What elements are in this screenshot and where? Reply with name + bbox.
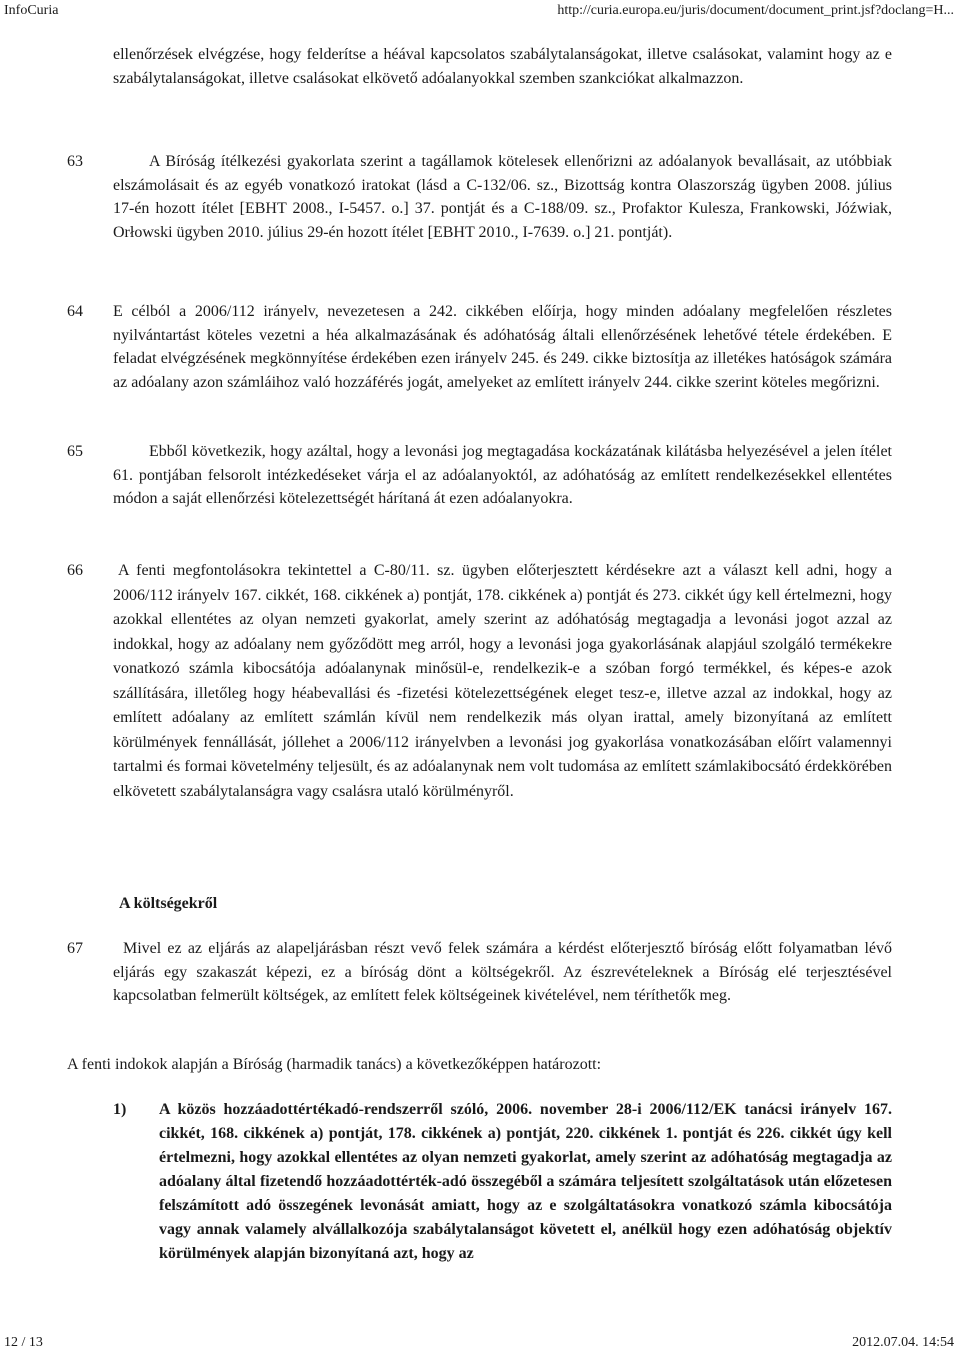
paragraph-65: Ebből következik, hogy azáltal, hogy a levonási jog megtagadása kockázatának kilátásba helyezésével a jelen ítélet 61. pontjában felsorolt intézkedéseket várja el az adóalanyoktól, az adóhatóság az említett rendelkezésekkel ellentétes módon a saját ellenőrzési kötelezettségét hárítaná át ezen adóalanyokra. [113,443,892,507]
print-timestamp: 2012.07.04. 14:54 [852,1335,954,1350]
continuation-text: ellenőrzések elvégzése, hogy felderítse a héával kapcsolatos szabálytalanságokat, illetve csalásokat, valamint hogy az e szabálytalanságokat, illetve csalásokat elkövető adóalanyokkal szemben szankciókat alkalmazzon. [113,46,892,87]
paragraph-66: A fenti megfontolásokra tekintettel a C‑80/11. sz. ügyben előterjesztett kérdésekre azt a választ kell adni, hogy a 2006/112 irányelv 167. cikkét, 168. cikkének a) pontját, 178. cikkének a) pontját és 273. cikkét úgy kell értelmezni, hogy azokkal ellentétes az olyan nemzeti gyakorlat, amely szerint az adóhatóság megtagadja a levonási jogot azzal az indokkal, hogy az adóalany nem győződött meg arról, hogy a levonási joga gyakorlásának alapjául szolgáló termékekre vonatkozó számla kibocsátója adóalanynak minősül‑e, rendelkezik‑e a szóban forgó termékkel, és képes‑e azok szállítására, illetőleg hogy héabevallási és ‑fizetési kötelezettségének eleget tesz‑e, illetve azzal az indokkal, hogy az említett adóalany az említett számlán kívül nem rendelkezik más olyan irattal, amely bizonyítaná az említett körülmények fennállását, jóllehet a 2006/112 irányelvben a levonási jog gyakorlása vonatkozásában előírt valamennyi tartalmi és formai követelmény teljesült, és az adóalanynak nem volt tudomása az említett számlakibocsátó érdekkörében elkövetett szabálytalanságra vagy csalásra utaló körülményről. [113,562,892,800]
paragraph-67: Mivel ez az eljárás az alapeljárásban részt vevő felek számára a kérdést előterjesztő bíróság előtt folyamatban lévő eljárás egy szakaszát képezi, ez a bíróság dönt a költségekről. Az észrevételeknek a Bíróság elé terjesztésével kapcsolatban felmerült költségek, az említett felek költségeinek kivételével, nem téríthetők meg. [113,940,892,1004]
page-counter: 12 / 13 [4,1335,43,1350]
paragraph-number-66: 66 [67,562,83,579]
header-site-name: InfoCuria [4,3,59,18]
paragraph-number-64: 64 [67,303,83,320]
ruling-intro: A fenti indokok alapján a Bíróság (harmadik tanács) a következőképpen határozott: [67,1056,602,1073]
paragraph-63: A Bíróság ítélkezési gyakorlata szerint a tagállamok kötelesek ellenőrizni az adóalanyok bevallásait, az utóbbiak elszámolásait és az egyéb vonatkozó iratokat (lásd a C‑132/06. sz., Bizottság kontra Olaszország ügyben 2008. július 17‑én hozott ítélet [EBHT 2008., I‑5457. o.] 37. pontját és a C‑188/09. sz., Profaktor Kulesza, Frankowski, Jóźwiak, Orłowski ügyben 2010. július 29‑én hozott ítélet [EBHT 2010., I‑7639. o.] 21. pontját). [113,153,892,241]
operative-number-1: 1) [113,1101,127,1118]
costs-heading: A költségekről [119,895,218,912]
paragraph-number-63: 63 [67,153,83,170]
paragraph-number-67: 67 [67,940,83,957]
paragraph-number-65: 65 [67,443,83,460]
print-footer [0,1334,960,1352]
operative-part-1: A közös hozzáadottértékadó-rendszerről szóló, 2006. november 28‑i 2006/112/EK tanácsi irányelv 167. cikkét, 168. cikkének a) pontját, 178. cikkének a) pontját, 220. cikkének 1. pontját és 226. cikkét úgy kell értelmezni, hogy azokkal ellentétes az olyan nemzeti gyakorlat, amely szerint az adóhatóság megtagadja az adóalany által fizetendő hozzáadottérték‑adó összegéből a számára teljesített szolgáltatások után előzetesen felszámított adó összegének levonását amiatt, hogy az e szolgáltatásokra vonatkozó számla kibocsátója vagy annak valamely alvállalkozója szabálytalanságot követett el, anélkül hogy ezen adóhatóság objektív körülmények alapján bizonyítaná azt, hogy az [159,1101,892,1262]
header-url[interactable]: http://curia.europa.eu/juris/document/document_print.jsf?doclang=H... [557,3,954,18]
print-header [0,2,960,20]
paragraph-64: E célból a 2006/112 irányelv, nevezetesen a 242. cikkében előírja, hogy minden adóalany megfelelően részletes nyilvántartást köteles vezetni a héa alkalmazásának és adóhatóság általi ellenőrzésének lehetővé tétele érdekében. E feladat elvégzésének megkönnyítése érdekében ezen irányelv 245. és 249. cikke biztosítja az illetékes hatóságok számára az adóalany azon számláihoz való hozzáférés jogát, amelyeket az említett irányelv 244. cikke szerint köteles megőrizni. [113,303,892,391]
